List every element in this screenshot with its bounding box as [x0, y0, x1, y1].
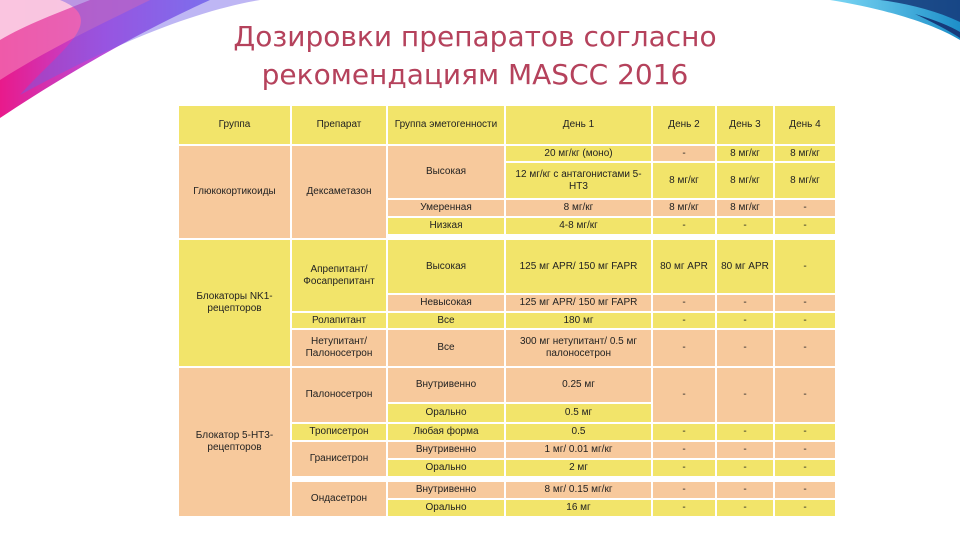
emeto-cell: Любая форма [387, 423, 505, 441]
dose-cell: 16 мг [505, 499, 652, 517]
dose-cell: 12 мг/кг с антагонистами 5-НТ3 [505, 162, 652, 199]
dose-cell: - [774, 294, 835, 312]
header-cell: День 3 [716, 105, 774, 145]
dose-cell: 80 мг APR [652, 239, 716, 294]
emeto-cell: Низкая [387, 217, 505, 235]
dose-cell: - [652, 312, 716, 329]
dose-cell: - [774, 312, 835, 329]
dose-cell: - [774, 217, 835, 235]
dose-cell: - [716, 217, 774, 235]
header-cell: Группа эметогенности [387, 105, 505, 145]
dose-cell: 125 мг APR/ 150 мг FAPR [505, 294, 652, 312]
drug-cell: Нетупитант/ Палоносетрон [291, 329, 387, 367]
dose-cell: 8 мг/кг [652, 199, 716, 217]
dose-cell: - [774, 459, 835, 477]
dose-cell: 8 мг/кг [774, 145, 835, 162]
dose-cell: - [652, 294, 716, 312]
dose-cell: 125 мг APR/ 150 мг FAPR [505, 239, 652, 294]
dose-cell: - [652, 441, 716, 459]
dose-cell: - [652, 329, 716, 367]
dose-cell: - [652, 217, 716, 235]
dose-cell: 8 мг/кг [652, 162, 716, 199]
dose-cell: - [774, 423, 835, 441]
dose-cell: 180 мг [505, 312, 652, 329]
dose-cell: - [652, 423, 716, 441]
dose-cell: 4-8 мг/кг [505, 217, 652, 235]
dose-cell: - [774, 329, 835, 367]
dose-cell: 1 мг/ 0.01 мг/кг [505, 441, 652, 459]
header-cell: День 1 [505, 105, 652, 145]
emeto-cell: Орально [387, 403, 505, 423]
drug-cell: Гранисетрон [291, 441, 387, 477]
title-line-1: Дозировки препаратов согласно [233, 20, 717, 53]
dose-cell: - [716, 294, 774, 312]
dose-cell: - [652, 367, 716, 423]
slide-title [150, 18, 800, 94]
dose-cell: - [774, 441, 835, 459]
dose-cell: 2 мг [505, 459, 652, 477]
dose-cell: 300 мг нетупитант/ 0.5 мг палоносетрон [505, 329, 652, 367]
dose-cell: 0.5 мг [505, 403, 652, 423]
emeto-cell: Все [387, 329, 505, 367]
dose-cell: 80 мг APR [716, 239, 774, 294]
header-cell: День 2 [652, 105, 716, 145]
table-header-row [178, 105, 835, 145]
emeto-cell: Орально [387, 459, 505, 477]
group-cell: Глюкокортикоиды [178, 145, 291, 239]
emeto-cell: Высокая [387, 145, 505, 199]
emeto-cell: Внутривенно [387, 481, 505, 499]
dose-cell: - [716, 499, 774, 517]
drug-cell: Палоносетрон [291, 367, 387, 423]
dose-cell: - [774, 367, 835, 423]
emeto-cell: Умеренная [387, 199, 505, 217]
dose-cell: - [716, 441, 774, 459]
emeto-cell: Внутривенно [387, 441, 505, 459]
dosage-table-wrapper [177, 104, 835, 530]
group-cell: Блокаторы NK1-рецепторов [178, 239, 291, 367]
dose-cell: 8 мг/кг [716, 162, 774, 199]
dose-cell: 0.25 мг [505, 367, 652, 403]
dose-cell: - [774, 239, 835, 294]
dose-cell: 8 мг/кг [716, 199, 774, 217]
drug-cell: Апрепитант/ Фосапрепитант [291, 239, 387, 312]
dose-cell: 8 мг/кг [774, 162, 835, 199]
dose-cell: - [716, 329, 774, 367]
dose-cell: 20 мг/кг (моно) [505, 145, 652, 162]
dose-cell: - [716, 459, 774, 477]
dose-cell: - [716, 312, 774, 329]
dose-cell: 8 мг/кг [505, 199, 652, 217]
header-cell: Препарат [291, 105, 387, 145]
drug-cell: Дексаметазон [291, 145, 387, 239]
group-cell: Блокатор 5-НТ3-рецепторов [178, 367, 291, 517]
dose-cell: 0.5 [505, 423, 652, 441]
header-cell: Группа [178, 105, 291, 145]
dose-cell: - [774, 199, 835, 217]
dose-cell: - [774, 481, 835, 499]
emeto-cell: Все [387, 312, 505, 329]
table-row [178, 145, 835, 162]
drug-cell: Ролапитант [291, 312, 387, 329]
dose-cell: - [652, 145, 716, 162]
dose-cell: - [652, 499, 716, 517]
table-row [178, 367, 835, 403]
dose-cell: - [652, 481, 716, 499]
dose-cell: - [716, 481, 774, 499]
header-cell: День 4 [774, 105, 835, 145]
emeto-cell: Высокая [387, 239, 505, 294]
emeto-cell: Невысокая [387, 294, 505, 312]
dose-cell: - [774, 499, 835, 517]
dose-cell: 8 мг/ 0.15 мг/кг [505, 481, 652, 499]
dose-cell: 8 мг/кг [716, 145, 774, 162]
dosage-table [177, 104, 835, 518]
dose-cell: - [652, 459, 716, 477]
emeto-cell: Орально [387, 499, 505, 517]
dose-cell: - [716, 367, 774, 423]
drug-cell: Трописетрон [291, 423, 387, 441]
drug-cell: Ондасетрон [291, 481, 387, 517]
emeto-cell: Внутривенно [387, 367, 505, 403]
dose-cell: - [716, 423, 774, 441]
table-row [178, 239, 835, 294]
title-line-2: рекомендациям MASCC 2016 [261, 58, 689, 91]
